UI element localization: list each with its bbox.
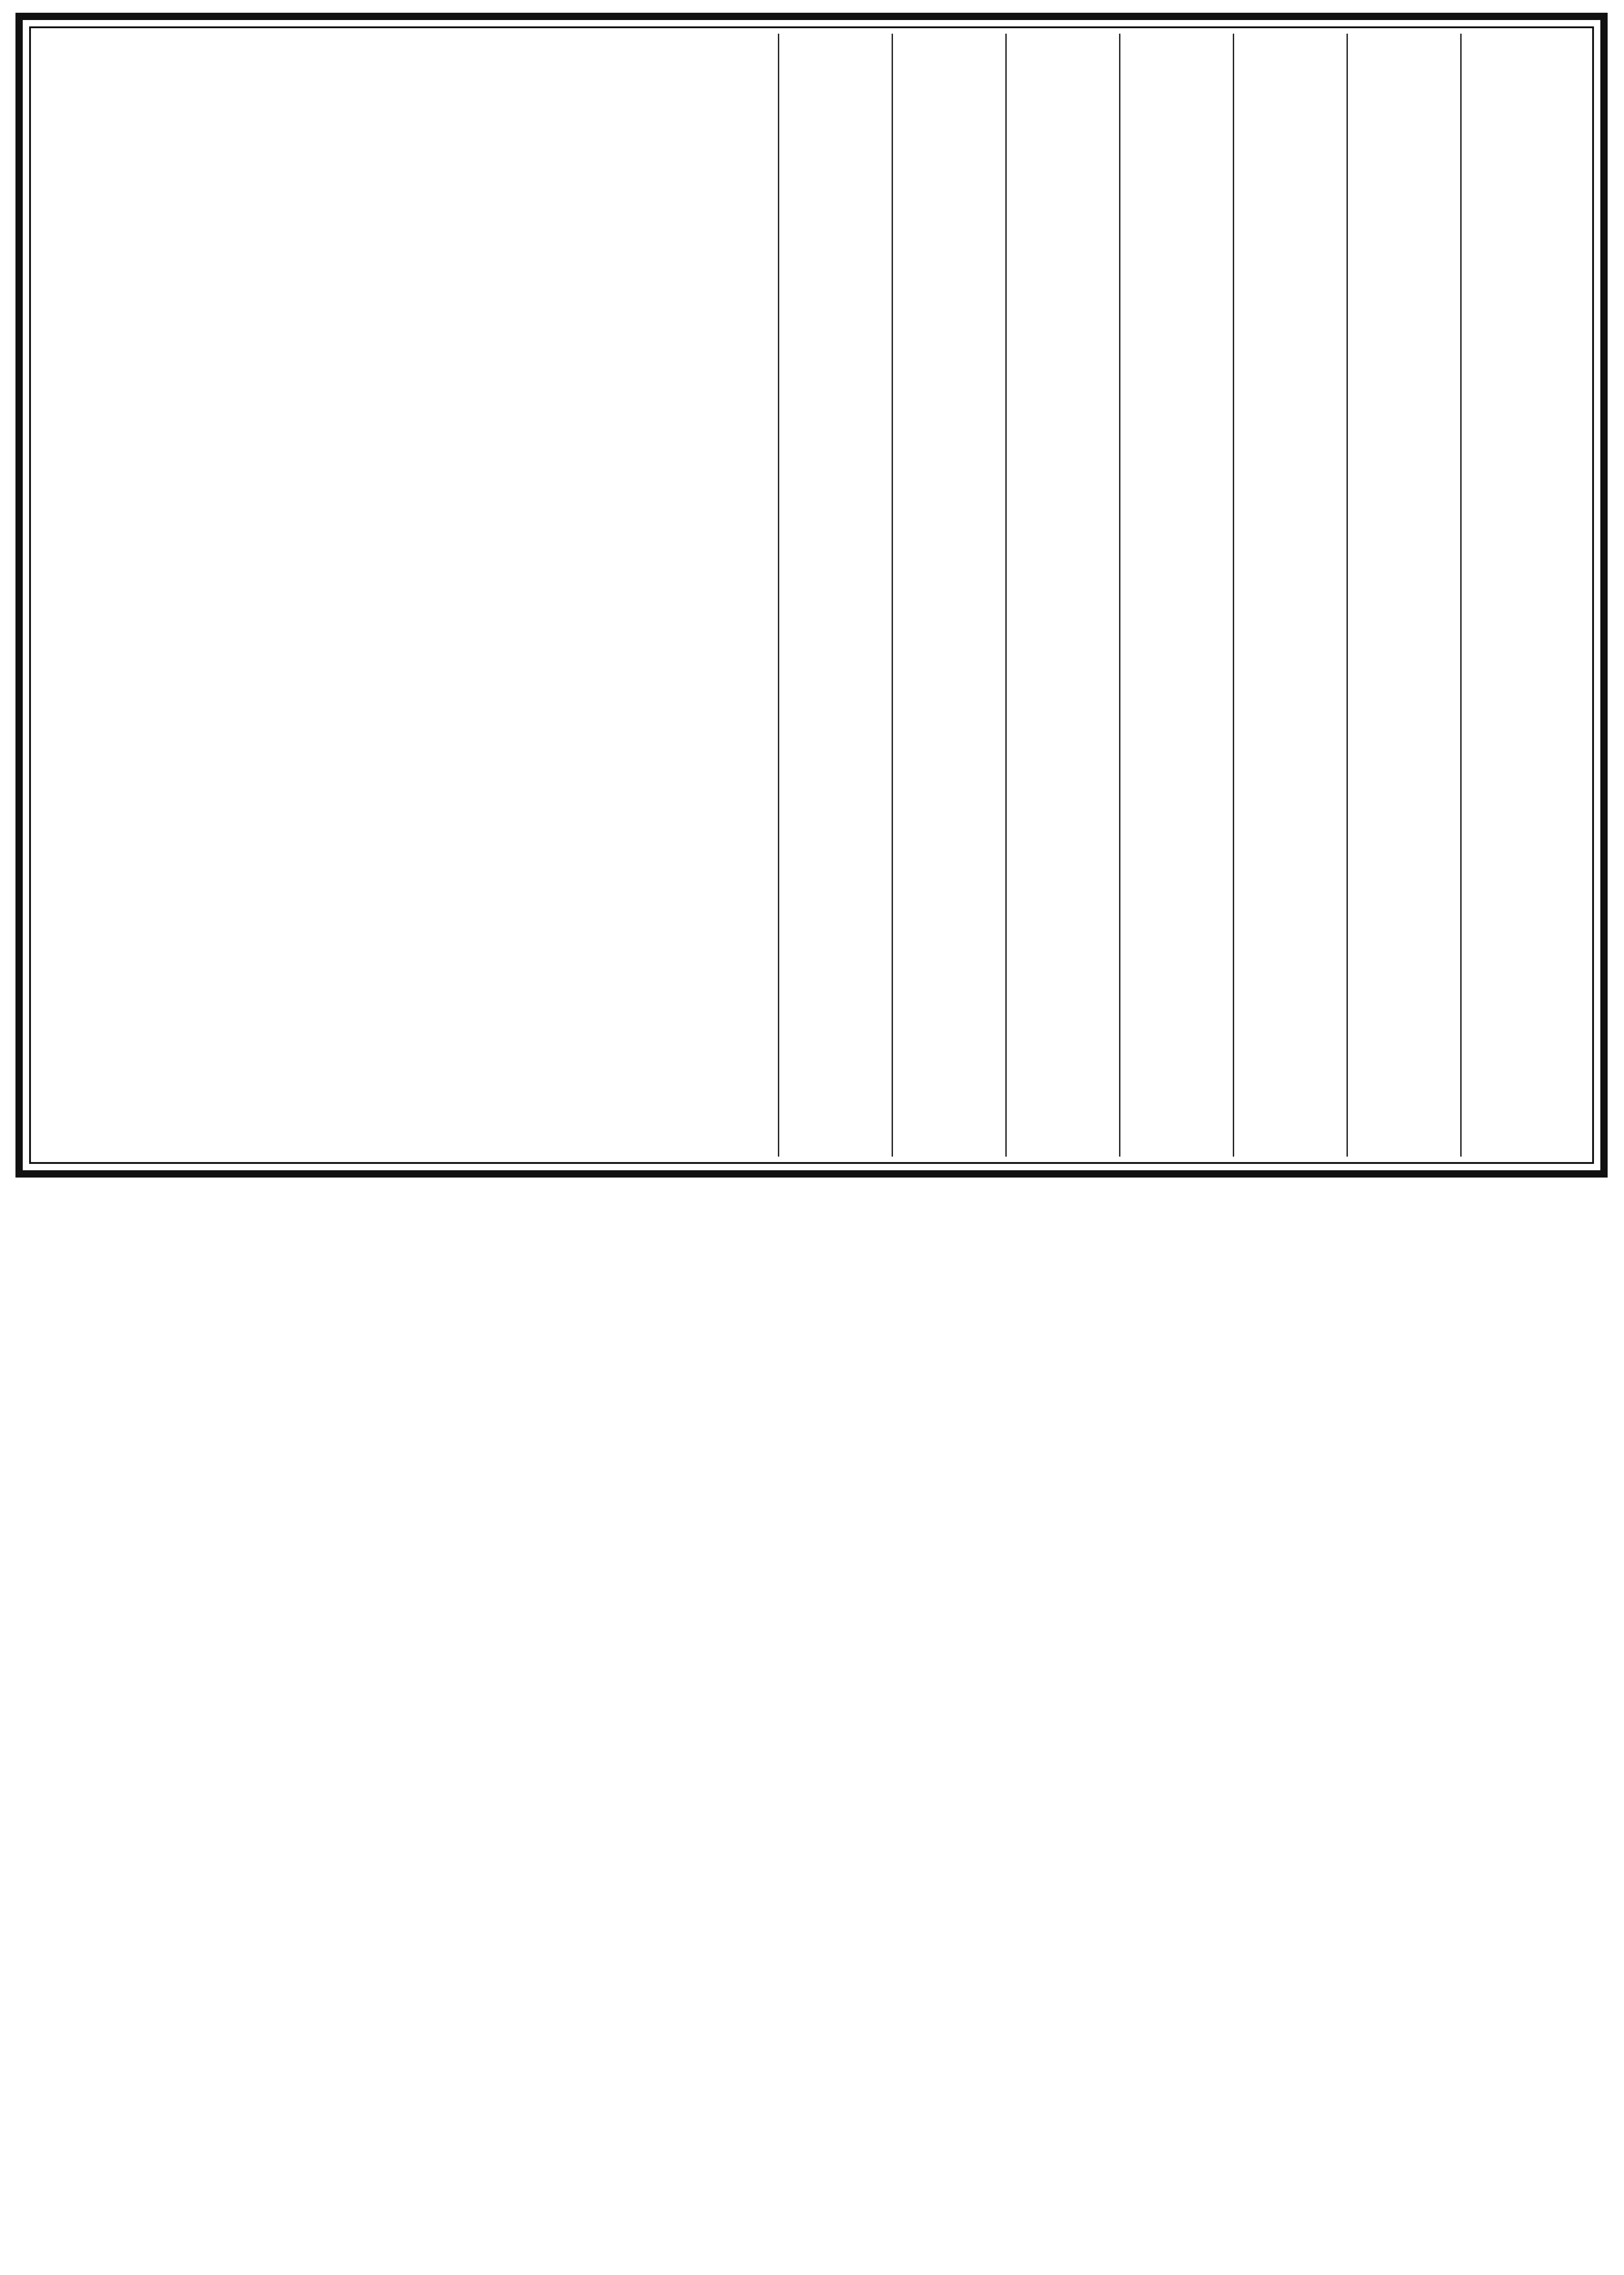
text-column: [1024, 34, 1133, 1157]
text-column: [1251, 34, 1360, 1157]
text-column: [1478, 34, 1588, 1157]
text-column: [1137, 34, 1246, 1157]
text-column: [796, 34, 905, 1157]
text-column: [1365, 34, 1474, 1157]
column-rule: [778, 34, 779, 1157]
text-column: [910, 34, 1019, 1157]
top-page-panel: [15, 13, 1608, 1178]
